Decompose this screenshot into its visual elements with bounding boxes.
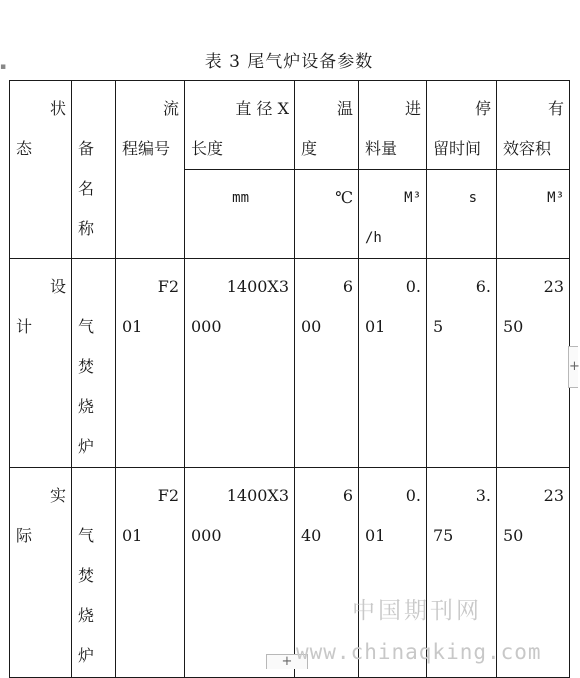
actual-code-l1: F2	[157, 486, 179, 505]
header-feed-l2: 料量	[365, 139, 398, 158]
actual-status-l1: 实	[49, 486, 66, 505]
design-feed-l2: 01	[365, 317, 386, 336]
actual-residence-l2: 75	[433, 526, 454, 545]
watermark-url: www.chinaqking.com	[296, 640, 542, 664]
unit-volume	[497, 170, 570, 259]
header-volume	[497, 81, 570, 170]
design-volume-l1: 23	[543, 277, 564, 296]
actual-name-l4: 炉	[78, 646, 95, 665]
header-feed-l1: 进	[404, 99, 421, 118]
header-name-l2: 名	[78, 179, 95, 198]
header-code	[116, 81, 185, 259]
add-row-button[interactable]: +	[266, 654, 308, 669]
design-name-l4: 炉	[78, 437, 95, 456]
actual-volume-l2: 50	[503, 526, 524, 545]
header-dimension-l1: 直 径 X	[235, 99, 289, 118]
header-dimension	[185, 81, 295, 170]
unit-temperature	[295, 170, 359, 259]
actual-temperature-l1: 6	[342, 486, 353, 505]
unit-temperature-text: ℃	[335, 188, 353, 207]
unit-residence-text: s	[468, 190, 477, 206]
header-residence	[427, 81, 497, 170]
unit-feed-l1: M³	[404, 190, 421, 206]
header-dimension-l2: 长度	[191, 139, 224, 158]
add-column-button[interactable]: +	[568, 346, 578, 388]
header-temperature-l1: 温	[336, 99, 353, 118]
design-temperature-l2: 00	[301, 317, 322, 336]
header-residence-l2: 留时间	[433, 139, 482, 158]
header-temperature	[295, 81, 359, 170]
design-residence-l2: 5	[433, 317, 444, 336]
actual-name-l3: 烧	[78, 606, 95, 625]
unit-residence	[427, 170, 497, 259]
actual-feed-l1: 0.	[405, 486, 421, 505]
header-feed	[359, 81, 427, 170]
header-volume-l2: 效容积	[503, 139, 552, 158]
actual-status-l2: 际	[16, 526, 33, 545]
design-temperature-l1: 6	[342, 277, 353, 296]
unit-dimension	[185, 170, 295, 259]
design-status-l2: 计	[16, 317, 33, 336]
design-dimension-l2: 000	[191, 317, 222, 336]
unit-volume-text: M³	[547, 190, 564, 206]
header-name	[72, 81, 116, 259]
table-anchor-icon[interactable]: ▪	[0, 62, 7, 72]
design-name-l3: 烧	[78, 397, 95, 416]
equipment-parameters-table	[9, 80, 570, 678]
unit-dimension-text: mm	[232, 190, 249, 206]
header-volume-l1: 有	[547, 99, 564, 118]
design-dimension-l1: 1400X3	[226, 277, 289, 296]
header-name-l3: 称	[78, 219, 95, 238]
unit-feed	[359, 170, 427, 259]
table-row-design	[10, 259, 570, 468]
design-status-l1: 设	[49, 277, 66, 296]
design-code-l2: 01	[122, 317, 143, 336]
actual-dimension-l2: 000	[191, 526, 222, 545]
actual-volume-l1: 23	[543, 486, 564, 505]
design-name-l2: 焚	[78, 357, 95, 376]
design-residence-l1: 6.	[475, 277, 491, 296]
header-temperature-l2: 度	[301, 139, 318, 158]
table-caption: 表 3 尾气炉设备参数	[204, 52, 374, 72]
actual-residence-l1: 3.	[475, 486, 491, 505]
header-status-l2: 态	[16, 139, 33, 158]
header-residence-l1: 停	[474, 99, 491, 118]
actual-dimension-l1: 1400X3	[226, 486, 289, 505]
actual-temperature-l2: 40	[301, 526, 322, 545]
actual-feed-l2: 01	[365, 526, 386, 545]
design-name-l1: 气	[78, 317, 95, 336]
design-volume-l2: 50	[503, 317, 524, 336]
actual-name-l2: 焚	[78, 566, 95, 585]
header-name-l1: 备	[78, 139, 95, 158]
actual-code-l2: 01	[122, 526, 143, 545]
header-code-l2: 程编号	[122, 139, 171, 158]
watermark-cn: 中国期刊网	[352, 598, 482, 624]
header-row	[10, 81, 570, 170]
header-status	[10, 81, 72, 259]
header-status-l1: 状	[49, 99, 66, 118]
actual-name-l1: 气	[78, 526, 95, 545]
design-feed-l1: 0.	[405, 277, 421, 296]
header-code-l1: 流	[162, 99, 179, 118]
unit-feed-l2: /h	[365, 230, 382, 246]
design-code-l1: F2	[157, 277, 179, 296]
